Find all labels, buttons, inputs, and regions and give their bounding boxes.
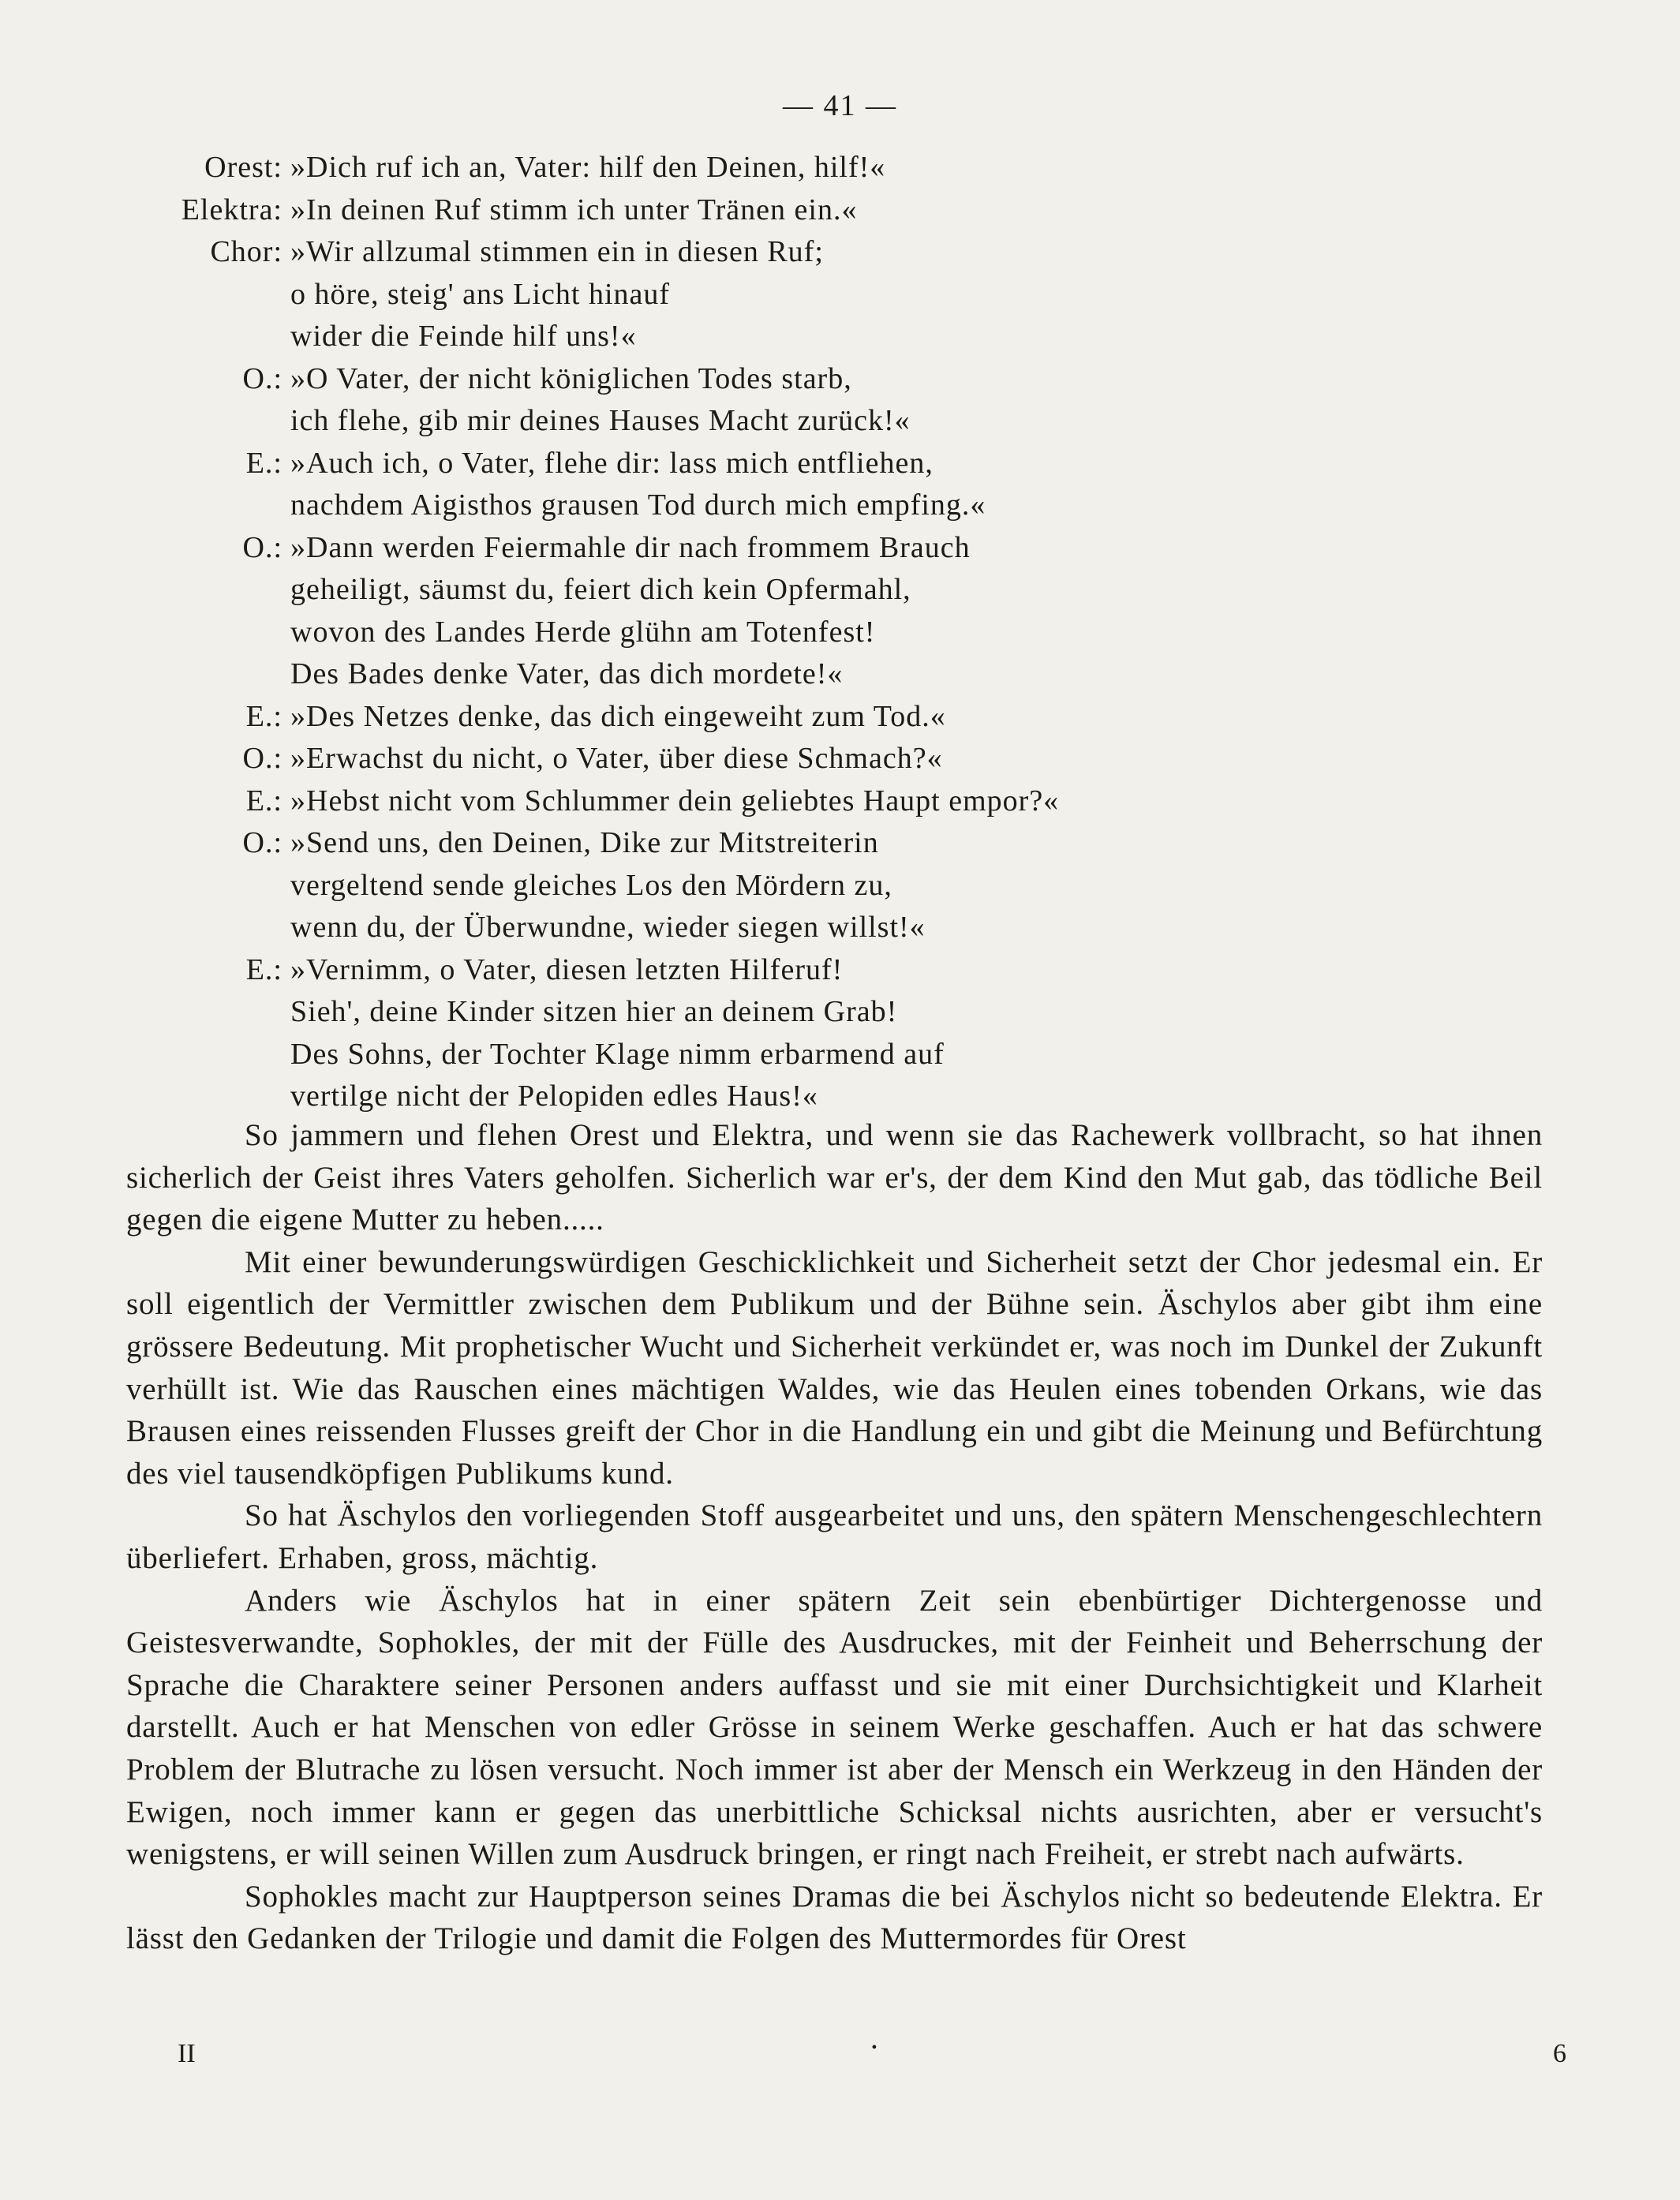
verse-text: Sieh', deine Kinder sitzen hier an deinem Grab! [290,995,898,1028]
dialogue-line [118,657,1555,699]
verse-text: »Dann werden Feiermahle dir nach frommem Brauch [290,530,971,564]
verse-text: »O Vater, der nicht königlichen Todes starb, [290,361,852,395]
speaker-label: O.: [242,742,282,775]
verse-text: o höre, steig' ans Licht hinauf [290,277,671,311]
dialogue-line [118,994,1555,1037]
verse-text: »In deinen Ruf stimm ich unter Tränen ein.« [290,193,858,226]
sheet-number: 6 [1552,2039,1566,2068]
dialogue-line [118,488,1555,530]
speaker-label: O.: [242,530,282,564]
speaker-label: E.: [245,446,282,480]
dialogue-line [118,193,1555,235]
dialogue-line [118,741,1555,784]
verse-text: »Wir allzumal stimmen ein in diesen Ruf; [290,235,824,268]
speaker-label: O.: [242,361,282,395]
verse-text: »Hebst nicht vom Schlummer dein geliebtes Haupt empor?« [290,784,1060,818]
dialogue-line [118,361,1555,404]
dialogue-line [118,1037,1555,1079]
verse-text: »Vernimm, o Vater, diesen letzten Hilferuf! [290,952,844,986]
verse-text: wovon des Landes Herde glühn am Totenfest! [290,615,876,649]
verse-text: wider die Feinde hilf uns!« [290,320,637,353]
dialogue-block [118,150,1555,1121]
verse-text: Des Sohns, der Tochter Klage nimm erbarmend auf [290,1037,945,1071]
dialogue-line [118,572,1555,615]
dialogue-line [118,952,1555,995]
dialogue-line [118,615,1555,657]
dialogue-line [118,699,1555,742]
footer-dot: • [871,2039,877,2056]
dialogue-line [118,868,1555,911]
verse-text: ich flehe, gib mir deines Hauses Macht zurück!« [290,404,911,437]
verse-text: wenn du, der Überwundne, wieder siegen willst!« [290,911,926,944]
dialogue-line [118,150,1555,193]
speaker-label: Elektra: [181,193,282,226]
speaker-label: Orest: [204,151,282,184]
paragraph: So hat Äschylos den vorliegenden Stoff ausgearbeitet und uns, den spätern Menschengeschlechtern überliefert. Erhaben, gross, mächtig. [126,1498,1543,1575]
verse-text: »Auch ich, o Vater, flehe dir: lass mich entfliehen, [290,446,934,480]
dialogue-line [118,530,1555,573]
dialogue-line [118,319,1555,361]
speaker-label: E.: [245,952,282,986]
signature-mark: II [178,2039,196,2068]
paragraph: So jammern und flehen Orest und Elektra, und wenn sie das Rachewerk vollbracht, so hat ihnen sicherlich der Geist ihres Vaters geholfen. Sicherlich war er's, der dem Kind den Mut gab, das tödliche Beil gegen die eigene Mutter zu heben..... [126,1118,1543,1237]
verse-text: Des Bades denke Vater, das dich mordete!« [290,657,844,690]
verse-text: »Erwachst du nicht, o Vater, über diese Schmach?« [290,742,943,775]
verse-text: vergeltend sende gleiches Los den Mördern zu, [290,868,892,902]
verse-text: vertilge nicht der Pelopiden edles Haus!« [290,1079,818,1113]
dialogue-line [118,277,1555,320]
speaker-label: Chor: [210,235,282,268]
speaker-label: O.: [242,826,282,859]
dialogue-line [118,403,1555,446]
page-footer [178,2039,1566,2069]
prose-block [126,1114,1543,1960]
dialogue-line [118,234,1555,277]
speaker-label: E.: [245,784,282,818]
paragraph: Anders wie Äschylos hat in einer spätern Zeit sein ebenbürtiger Dichtergenosse und Geistesverwandte, Sophokles, der mit der Fülle des Ausdruckes, mit der Feinheit und Beherrschung der Sprache die Charaktere seiner Personen anders auffasst und sie mit einer Durchsichtigkeit und Klarheit darstellt. Auch er hat Menschen von edler Grösse in seinem Werke geschaffen. Auch er hat das schwere Problem der Blutrache zu lösen versucht. Noch immer ist aber der Mensch ein Werkzeug in den Händen der Ewigen, noch immer kann er gegen das unerbittliche Schicksal nichts ausrichten, aber er versucht's wenigstens, er will seinen Willen zum Ausdruck bringen, er ringt nach Freiheit, er strebt nach aufwärts. [126,1583,1543,1872]
verse-text: »Send uns, den Deinen, Dike zur Mitstreiterin [290,826,879,859]
verse-text: geheiligt, säumst du, feiert dich kein Opfermahl, [290,573,911,606]
page-number: — 41 — [783,89,897,122]
dialogue-line [118,825,1555,868]
dialogue-line [118,446,1555,488]
dialogue-line [118,910,1555,952]
verse-text: nachdem Aigisthos grausen Tod durch mich empfing.« [290,488,986,522]
paragraph: Sophokles macht zur Hauptperson seines Dramas die bei Äschylos nicht so bedeutende Elektra. Er lässt den Gedanken der Trilogie und damit die Folgen des Muttermordes für Orest [126,1879,1543,1956]
verse-text: »Dich ruf ich an, Vater: hilf den Deinen, hilf!« [290,151,886,184]
paragraph: Mit einer bewunderungswürdigen Geschicklichkeit und Sicherheit setzt der Chor jedesmal ein. Er soll eigentlich der Vermittler zwischen dem Publikum und der Bühne sein. Äschylos aber gibt ihm eine grössere Bedeutung. Mit prophetischer Wucht und Sicherheit verkündet er, was noch im Dunkel der Zukunft verhüllt ist. Wie das Rauschen eines mächtigen Waldes, wie das Heulen eines tobenden Orkans, wie das Brausen eines reissenden Flusses greift der Chor in die Handlung ein und gibt die Meinung und Befürchtung des viel tausendköpfigen Publikums kund. [126,1244,1543,1491]
dialogue-line [118,784,1555,826]
speaker-label: E.: [245,699,282,733]
verse-text: »Des Netzes denke, das dich eingeweiht zum Tod.« [290,699,946,733]
